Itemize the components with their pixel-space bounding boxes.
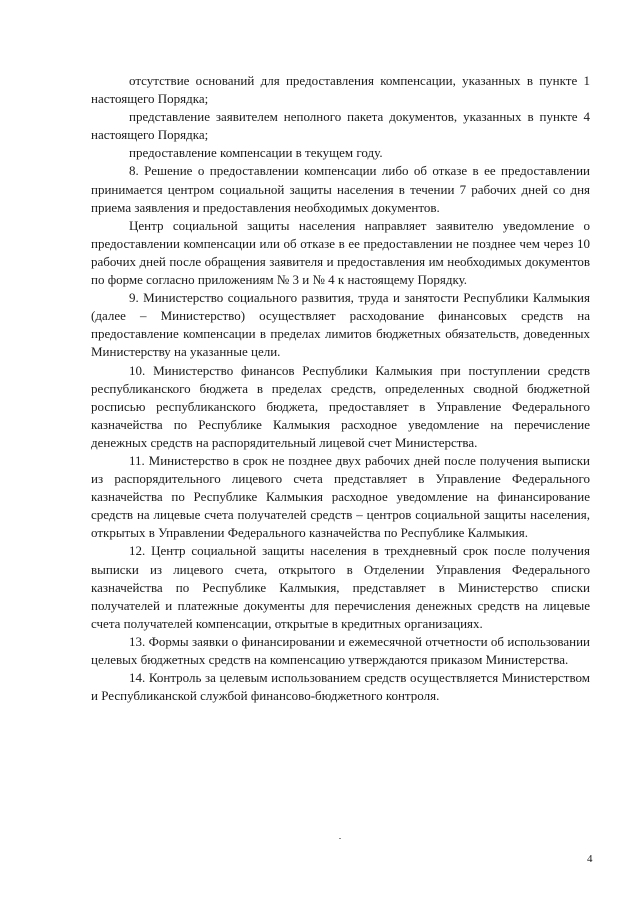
paragraph-item-9: 9. Министерство социального развития, труда и занятости Республики Калмыкия (далее – Министерство) осуществляет расходование финансовых средств на предоставление компенсации в пределах лимитов бюджетных обязательств, доведенных Министерству на указанные цели. — [91, 290, 590, 360]
paragraph-incomplete-package: представление заявителем неполного пакета документов, указанных в пункте 4 настоящего Порядка; — [91, 109, 590, 143]
paragraph-item-8: 8. Решение о предоставлении компенсации либо об отказе в ее предоставлении принимается центром социальной защиты населения в течении 7 рабочих дней со дня приема заявления и предоставления необходимых документов. — [91, 163, 590, 215]
body-text — [91, 72, 590, 705]
paragraph-item-10: 10. Министерство финансов Республики Калмыкия при поступлении средств республиканского бюджета в пределах средств, определенных сводной бюджетной росписью республиканского бюджета, предоставляет в Управление Федерального казначейства по Республике Калмыкия расходное уведомление на перечисление денежных средств на распорядительный лицевой счет Министерства. — [91, 362, 590, 450]
paragraph-item-13: 13. Формы заявки о финансировании и ежемесячной отчетности об использовании целевых бюджетных средств на компенсацию утверждаются приказом Министерства. — [91, 633, 590, 667]
scan-speck — [339, 838, 341, 839]
paragraph-notification: Центр социальной защиты населения направляет заявителю уведомление о предоставлении компенсации или об отказе в ее предоставлении не позднее чем через 10 рабочих дней после обращения заявителя и предоставления им необходимых документов по форме согласно приложениям № 3 и № 4 к настоящему Порядку. — [91, 217, 590, 288]
paragraph-current-year: предоставление компенсации в текущем году. — [129, 145, 383, 161]
paragraph-item-14: 14. Контроль за целевым использованием средств осуществляется Министерством и Республиканской службой финансово-бюджетного контроля. — [91, 670, 590, 704]
paragraph-grounds: отсутствие оснований для предоставления компенсации, указанных в пункте 1 настоящего Порядка; — [91, 73, 590, 107]
paragraph-item-11: 11. Министерство в срок не позднее двух рабочих дней после получения выписки из распорядительного лицевого счета представляет в Управление Федерального казначейства по Республике Калмыкия расходное уведомление на финансирование средств на лицевые счета получателей средств – центров социальной защиты населения, открытых в Управлении Федерального казначейства по Республике Калмыкия. — [91, 452, 590, 541]
page-number: 4 — [587, 853, 593, 865]
paragraph-item-12: 12. Центр социальной защиты населения в трехдневный срок после получения выписки из лицевого счета, открытого в Отделении Управления Федерального казначейства по Республике Калмыкия, представляет в Министерство списки получателей и платежные документы для перечисления денежных средств на лицевые счета получателей компенсации, открытые в кредитных организациях. — [91, 543, 590, 631]
